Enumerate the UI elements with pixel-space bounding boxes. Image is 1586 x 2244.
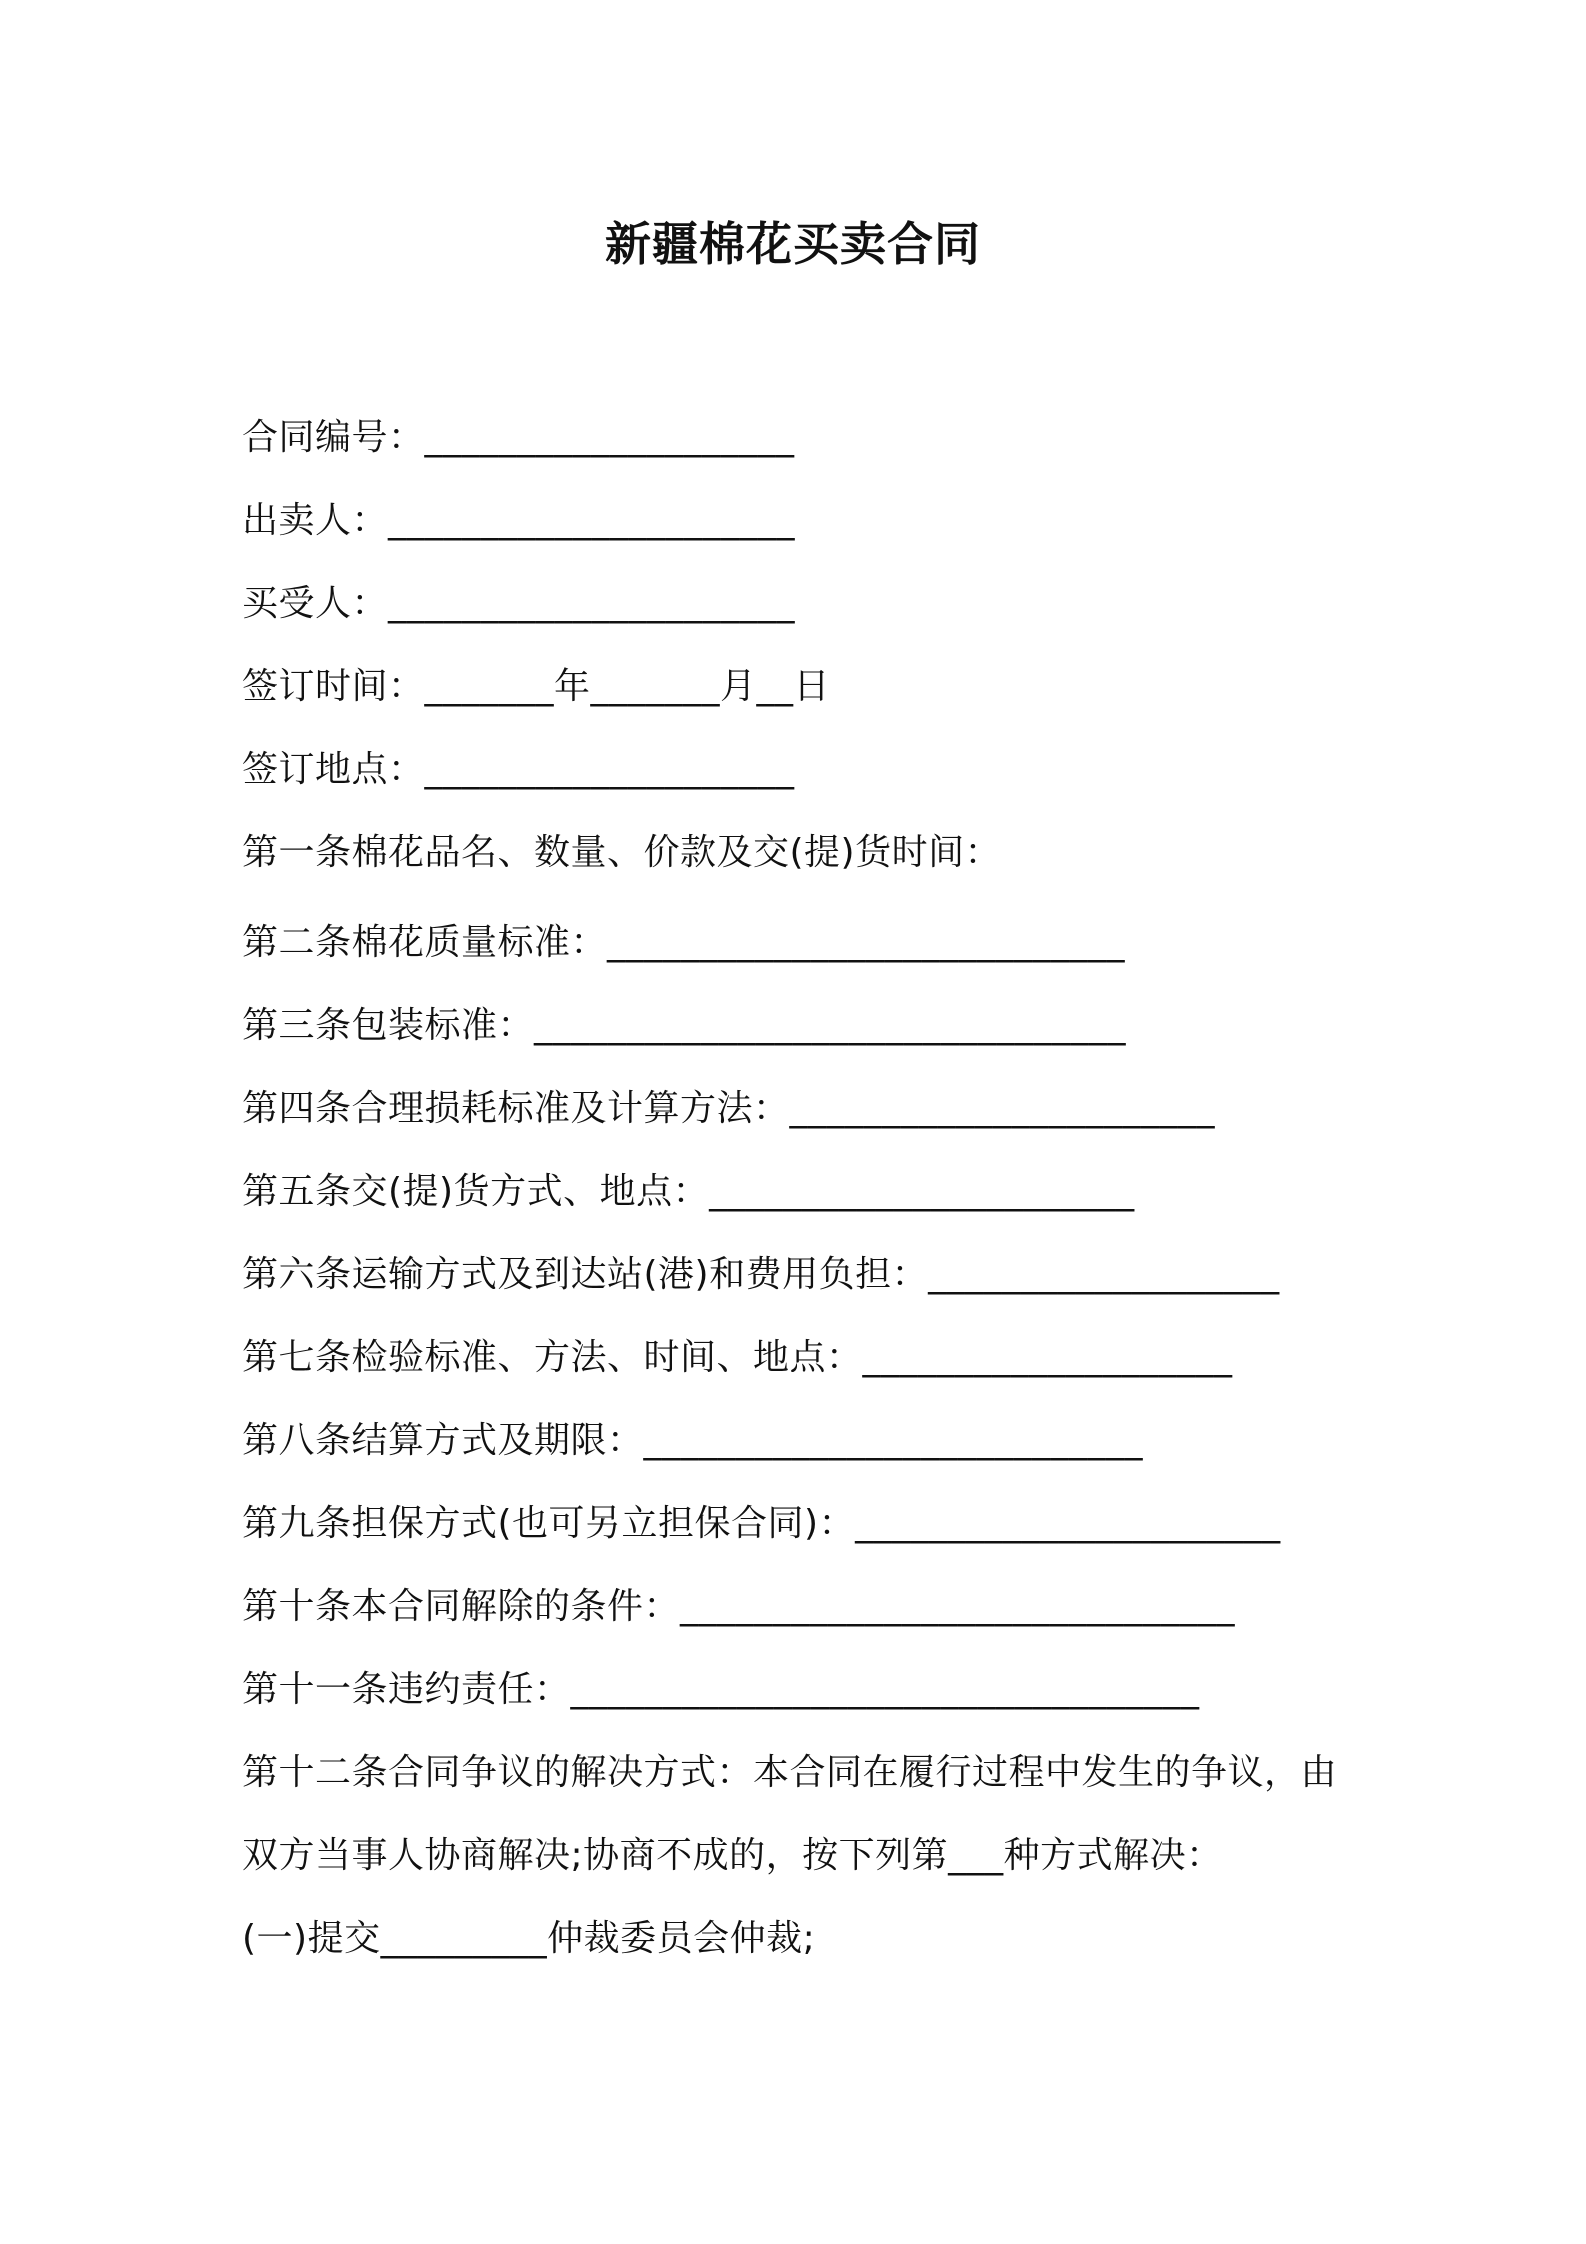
signing-place-line: 签订地点：____________________ bbox=[242, 749, 795, 790]
clause-9: 第九条担保方式(也可另立担保合同)：_______________________ bbox=[242, 1503, 1281, 1544]
clause-5: 第五条交(提)货方式、地点：_______________________ bbox=[242, 1171, 1135, 1212]
clause-12-line-2: 双方当事人协商解决;协商不成的，按下列第___种方式解决： bbox=[242, 1835, 1223, 1876]
clause-8: 第八条结算方式及期限：___________________________ bbox=[242, 1420, 1144, 1461]
clause-10: 第十条本合同解除的条件：______________________________ bbox=[242, 1586, 1236, 1627]
signing-date-line: 签订时间：_______年_______月__日 bbox=[242, 666, 831, 707]
seller-line: 出卖人：______________________ bbox=[242, 500, 796, 541]
buyer-line: 买受人：______________________ bbox=[242, 583, 796, 624]
clause-12-line-1: 第十二条合同争议的解决方式：本合同在履行过程中发生的争议，由 bbox=[242, 1752, 1338, 1793]
clause-6: 第六条运输方式及到达站(港)和费用负担：___________________ bbox=[242, 1254, 1280, 1295]
clause-1: 第一条棉花品名、数量、价款及交(提)货时间： bbox=[242, 832, 1002, 873]
contract-number-line: 合同编号：____________________ bbox=[242, 417, 795, 458]
document-title: 新疆棉花买卖合同 bbox=[605, 217, 981, 271]
clause-12-option-1: (一)提交_________仲裁委员会仲裁; bbox=[242, 1918, 816, 1959]
clause-2: 第二条棉花质量标准：____________________________ bbox=[242, 922, 1126, 963]
clause-7: 第七条检验标准、方法、时间、地点：____________________ bbox=[242, 1337, 1233, 1378]
clause-3: 第三条包装标准：________________________________ bbox=[242, 1005, 1127, 1046]
clause-11: 第十一条违约责任：__________________________________ bbox=[242, 1669, 1200, 1710]
clause-4: 第四条合理损耗标准及计算方法：_______________________ bbox=[242, 1088, 1216, 1129]
